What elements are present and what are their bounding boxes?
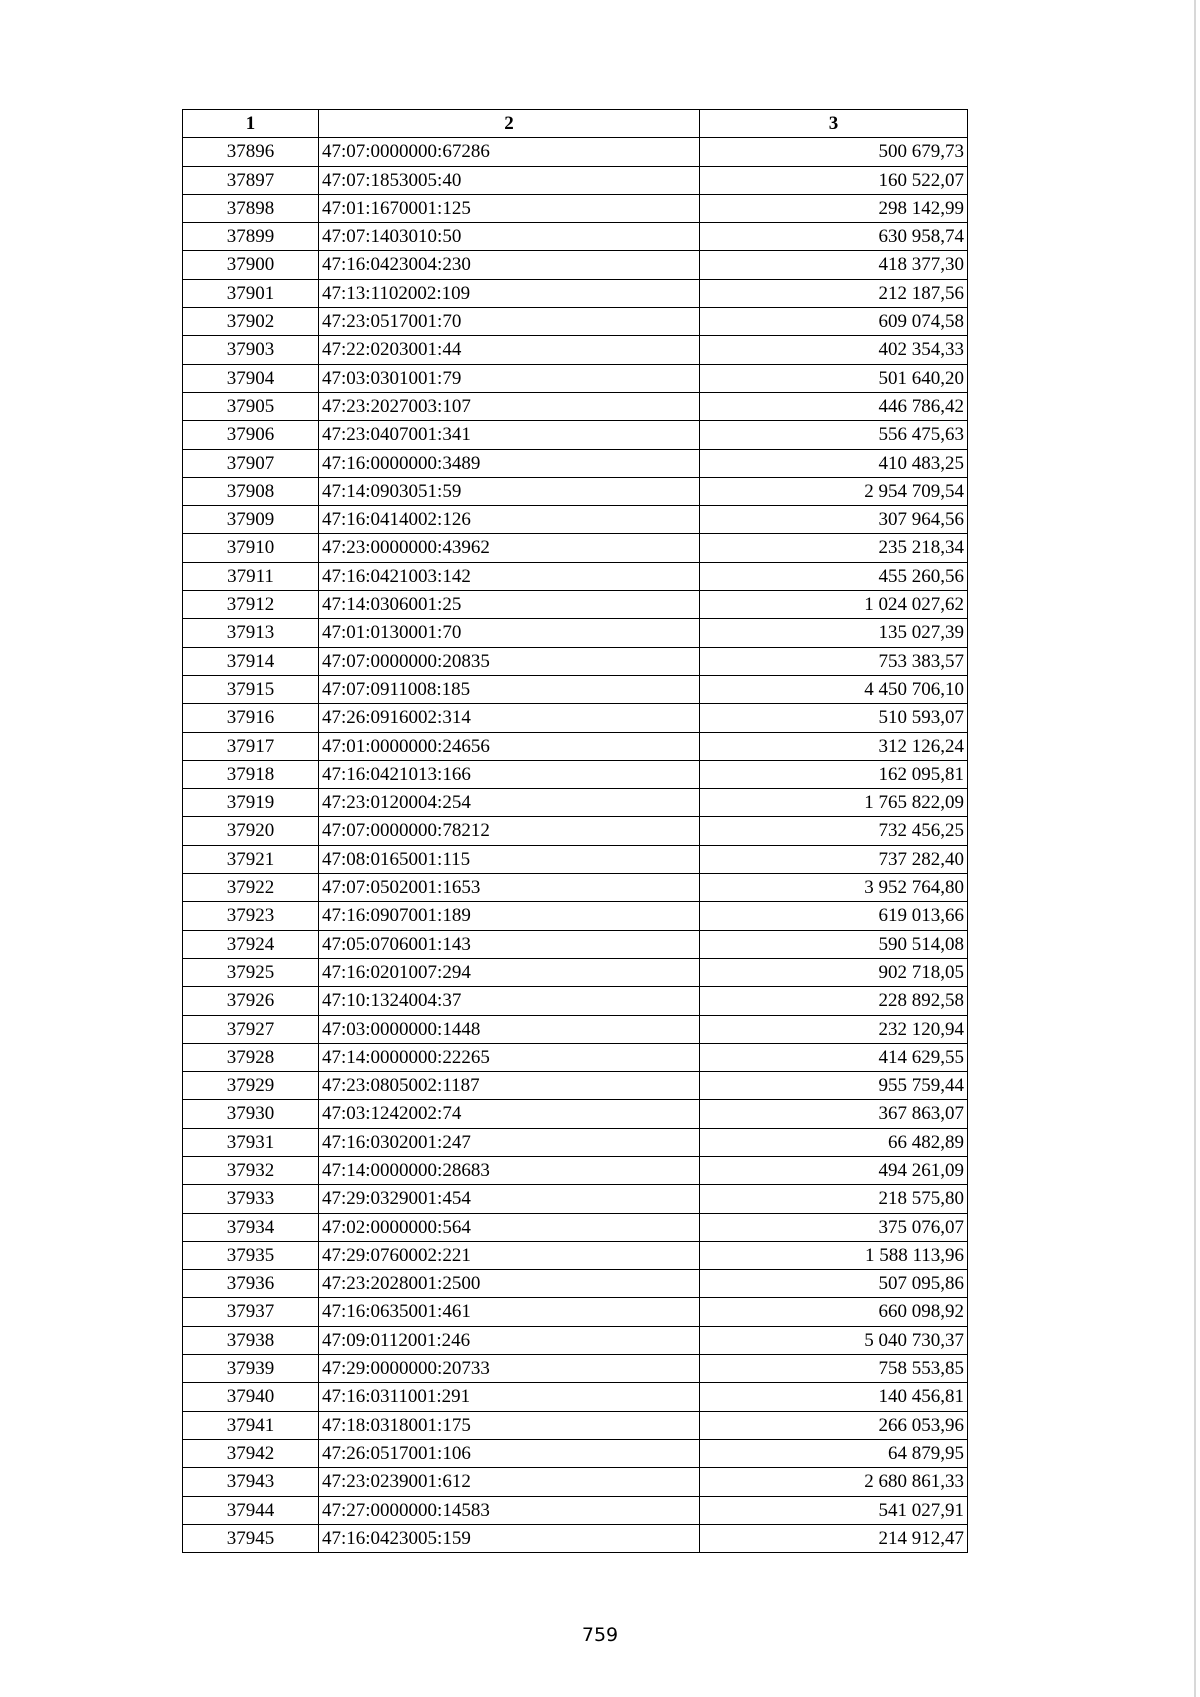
row-number-cell: 37937 (183, 1298, 319, 1326)
table-body (183, 138, 968, 1553)
value-cell: 494 261,09 (700, 1156, 968, 1184)
cadastral-number-cell: 47:14:0000000:28683 (319, 1156, 700, 1184)
table-row (183, 1043, 968, 1071)
row-number-cell: 37907 (183, 449, 319, 477)
table-row (183, 364, 968, 392)
cadastral-number-cell: 47:16:0302001:247 (319, 1128, 700, 1156)
cadastral-number-cell: 47:14:0306001:25 (319, 591, 700, 619)
table-row (183, 421, 968, 449)
row-number-cell: 37930 (183, 1100, 319, 1128)
cadastral-number-cell: 47:16:0635001:461 (319, 1298, 700, 1326)
cadastral-number-cell: 47:01:1670001:125 (319, 194, 700, 222)
value-cell: 402 354,33 (700, 336, 968, 364)
row-number-cell: 37935 (183, 1241, 319, 1269)
cadastral-number-cell: 47:09:0112001:246 (319, 1326, 700, 1354)
table-row (183, 1185, 968, 1213)
value-cell: 418 377,30 (700, 251, 968, 279)
row-number-cell: 37920 (183, 817, 319, 845)
row-number-cell: 37914 (183, 647, 319, 675)
table-row (183, 166, 968, 194)
cadastral-number-cell: 47:23:0517001:70 (319, 308, 700, 336)
table-row (183, 591, 968, 619)
cadastral-number-cell: 47:18:0318001:175 (319, 1411, 700, 1439)
table-row (183, 1524, 968, 1552)
cadastral-number-cell: 47:29:0760002:221 (319, 1241, 700, 1269)
row-number-cell: 37901 (183, 279, 319, 307)
row-number-cell: 37933 (183, 1185, 319, 1213)
cadastral-number-cell: 47:14:0903051:59 (319, 477, 700, 505)
value-cell: 737 282,40 (700, 845, 968, 873)
value-cell: 3 952 764,80 (700, 874, 968, 902)
value-cell: 298 142,99 (700, 194, 968, 222)
cadastral-number-cell: 47:23:0000000:43962 (319, 534, 700, 562)
table-row (183, 1241, 968, 1269)
value-cell: 162 095,81 (700, 760, 968, 788)
table-row (183, 619, 968, 647)
table-row (183, 987, 968, 1015)
value-cell: 1 024 027,62 (700, 591, 968, 619)
table-row (183, 1270, 968, 1298)
table-row (183, 1383, 968, 1411)
value-cell: 541 027,91 (700, 1496, 968, 1524)
table-row (183, 1496, 968, 1524)
table-row (183, 223, 968, 251)
cadastral-number-cell: 47:23:0407001:341 (319, 421, 700, 449)
row-number-cell: 37905 (183, 392, 319, 420)
cadastral-number-cell: 47:23:0120004:254 (319, 789, 700, 817)
value-cell: 590 514,08 (700, 930, 968, 958)
value-cell: 235 218,34 (700, 534, 968, 562)
row-number-cell: 37938 (183, 1326, 319, 1354)
row-number-cell: 37923 (183, 902, 319, 930)
cadastral-number-cell: 47:16:0201007:294 (319, 958, 700, 986)
value-cell: 955 759,44 (700, 1072, 968, 1100)
row-number-cell: 37916 (183, 704, 319, 732)
table-row (183, 449, 968, 477)
table-row (183, 930, 968, 958)
row-number-cell: 37941 (183, 1411, 319, 1439)
table-row (183, 845, 968, 873)
row-number-cell: 37898 (183, 194, 319, 222)
cadastral-number-cell: 47:26:0916002:314 (319, 704, 700, 732)
cadastral-number-cell: 47:01:0000000:24656 (319, 732, 700, 760)
row-number-cell: 37903 (183, 336, 319, 364)
value-cell: 510 593,07 (700, 704, 968, 732)
cadastral-number-cell: 47:02:0000000:564 (319, 1213, 700, 1241)
cadastral-number-cell: 47:23:2028001:2500 (319, 1270, 700, 1298)
value-cell: 228 892,58 (700, 987, 968, 1015)
row-number-cell: 37943 (183, 1468, 319, 1496)
value-cell: 609 074,58 (700, 308, 968, 336)
table-row (183, 562, 968, 590)
cadastral-number-cell: 47:29:0329001:454 (319, 1185, 700, 1213)
value-cell: 902 718,05 (700, 958, 968, 986)
table-row (183, 251, 968, 279)
header-row (183, 110, 968, 138)
cadastral-number-cell: 47:03:0301001:79 (319, 364, 700, 392)
value-cell: 446 786,42 (700, 392, 968, 420)
row-number-cell: 37897 (183, 166, 319, 194)
row-number-cell: 37899 (183, 223, 319, 251)
table-row (183, 1298, 968, 1326)
row-number-cell: 37900 (183, 251, 319, 279)
value-cell: 501 640,20 (700, 364, 968, 392)
page-edge (1194, 0, 1196, 1697)
column-header-1: 1 (183, 110, 319, 138)
value-cell: 619 013,66 (700, 902, 968, 930)
row-number-cell: 37928 (183, 1043, 319, 1071)
table-row (183, 138, 968, 166)
table-row (183, 534, 968, 562)
value-cell: 232 120,94 (700, 1015, 968, 1043)
row-number-cell: 37912 (183, 591, 319, 619)
row-number-cell: 37924 (183, 930, 319, 958)
cadastral-number-cell: 47:16:0423005:159 (319, 1524, 700, 1552)
value-cell: 507 095,86 (700, 1270, 968, 1298)
cadastral-number-cell: 47:07:0000000:78212 (319, 817, 700, 845)
row-number-cell: 37929 (183, 1072, 319, 1100)
row-number-cell: 37927 (183, 1015, 319, 1043)
value-cell: 140 456,81 (700, 1383, 968, 1411)
row-number-cell: 37944 (183, 1496, 319, 1524)
table-row (183, 506, 968, 534)
cadastral-number-cell: 47:16:0421003:142 (319, 562, 700, 590)
row-number-cell: 37904 (183, 364, 319, 392)
cadastral-number-cell: 47:08:0165001:115 (319, 845, 700, 873)
cadastral-number-cell: 47:05:0706001:143 (319, 930, 700, 958)
cadastral-number-cell: 47:23:0239001:612 (319, 1468, 700, 1496)
cadastral-number-cell: 47:27:0000000:14583 (319, 1496, 700, 1524)
cadastral-number-cell: 47:07:0911008:185 (319, 675, 700, 703)
cadastral-number-cell: 47:07:0000000:20835 (319, 647, 700, 675)
cadastral-number-cell: 47:07:0000000:67286 (319, 138, 700, 166)
table-row (183, 732, 968, 760)
cadastral-number-cell: 47:07:1853005:40 (319, 166, 700, 194)
column-header-2: 2 (319, 110, 700, 138)
table-row (183, 760, 968, 788)
cadastral-number-cell: 47:16:0311001:291 (319, 1383, 700, 1411)
value-cell: 1 765 822,09 (700, 789, 968, 817)
row-number-cell: 37934 (183, 1213, 319, 1241)
value-cell: 312 126,24 (700, 732, 968, 760)
value-cell: 758 553,85 (700, 1355, 968, 1383)
table-header (183, 110, 968, 138)
row-number-cell: 37910 (183, 534, 319, 562)
cadastral-number-cell: 47:16:0421013:166 (319, 760, 700, 788)
value-cell: 2 680 861,33 (700, 1468, 968, 1496)
table-row (183, 1213, 968, 1241)
cadastral-number-cell: 47:03:1242002:74 (319, 1100, 700, 1128)
row-number-cell: 37911 (183, 562, 319, 590)
row-number-cell: 37919 (183, 789, 319, 817)
cadastral-number-cell: 47:07:0502001:1653 (319, 874, 700, 902)
table-row (183, 336, 968, 364)
row-number-cell: 37909 (183, 506, 319, 534)
value-cell: 556 475,63 (700, 421, 968, 449)
cadastral-number-cell: 47:14:0000000:22265 (319, 1043, 700, 1071)
page-number: 759 (581, 1624, 619, 1646)
value-cell: 630 958,74 (700, 223, 968, 251)
table-row (183, 817, 968, 845)
value-cell: 266 053,96 (700, 1411, 968, 1439)
value-cell: 307 964,56 (700, 506, 968, 534)
value-cell: 1 588 113,96 (700, 1241, 968, 1269)
table-row (183, 279, 968, 307)
value-cell: 367 863,07 (700, 1100, 968, 1128)
table-row (183, 902, 968, 930)
table-row (183, 1156, 968, 1184)
value-cell: 64 879,95 (700, 1439, 968, 1467)
cadastral-number-cell: 47:22:0203001:44 (319, 336, 700, 364)
value-cell: 500 679,73 (700, 138, 968, 166)
table-row (183, 308, 968, 336)
table-row (183, 958, 968, 986)
cadastral-number-cell: 47:03:0000000:1448 (319, 1015, 700, 1043)
row-number-cell: 37896 (183, 138, 319, 166)
table-row (183, 194, 968, 222)
table-row (183, 392, 968, 420)
table-row (183, 1100, 968, 1128)
cadastral-number-cell: 47:16:0907001:189 (319, 902, 700, 930)
cadastral-number-cell: 47:16:0000000:3489 (319, 449, 700, 477)
row-number-cell: 37902 (183, 308, 319, 336)
value-cell: 753 383,57 (700, 647, 968, 675)
row-number-cell: 37925 (183, 958, 319, 986)
table-row (183, 704, 968, 732)
table-row (183, 477, 968, 505)
column-header-3: 3 (700, 110, 968, 138)
value-cell: 160 522,07 (700, 166, 968, 194)
row-number-cell: 37926 (183, 987, 319, 1015)
value-cell: 214 912,47 (700, 1524, 968, 1552)
table-row (183, 647, 968, 675)
value-cell: 455 260,56 (700, 562, 968, 590)
value-cell: 414 629,55 (700, 1043, 968, 1071)
row-number-cell: 37915 (183, 675, 319, 703)
value-cell: 212 187,56 (700, 279, 968, 307)
table-row (183, 1128, 968, 1156)
row-number-cell: 37921 (183, 845, 319, 873)
row-number-cell: 37939 (183, 1355, 319, 1383)
cadastral-number-cell: 47:23:2027003:107 (319, 392, 700, 420)
cadastral-number-cell: 47:26:0517001:106 (319, 1439, 700, 1467)
table-row (183, 1355, 968, 1383)
table-row (183, 1411, 968, 1439)
table-row (183, 675, 968, 703)
row-number-cell: 37931 (183, 1128, 319, 1156)
value-cell: 218 575,80 (700, 1185, 968, 1213)
value-cell: 4 450 706,10 (700, 675, 968, 703)
cadastral-number-cell: 47:10:1324004:37 (319, 987, 700, 1015)
value-cell: 410 483,25 (700, 449, 968, 477)
row-number-cell: 37942 (183, 1439, 319, 1467)
cadastral-number-cell: 47:13:1102002:109 (319, 279, 700, 307)
cadastral-number-cell: 47:16:0414002:126 (319, 506, 700, 534)
table-row (183, 1072, 968, 1100)
cadastral-number-cell: 47:29:0000000:20733 (319, 1355, 700, 1383)
cadastral-number-cell: 47:23:0805002:1187 (319, 1072, 700, 1100)
value-cell: 375 076,07 (700, 1213, 968, 1241)
value-cell: 660 098,92 (700, 1298, 968, 1326)
value-cell: 2 954 709,54 (700, 477, 968, 505)
row-number-cell: 37922 (183, 874, 319, 902)
cadastral-number-cell: 47:01:0130001:70 (319, 619, 700, 647)
value-cell: 5 040 730,37 (700, 1326, 968, 1354)
cadastral-number-cell: 47:07:1403010:50 (319, 223, 700, 251)
value-cell: 732 456,25 (700, 817, 968, 845)
row-number-cell: 37906 (183, 421, 319, 449)
row-number-cell: 37908 (183, 477, 319, 505)
row-number-cell: 37917 (183, 732, 319, 760)
row-number-cell: 37913 (183, 619, 319, 647)
row-number-cell: 37918 (183, 760, 319, 788)
table-row (183, 1015, 968, 1043)
table-row (183, 1439, 968, 1467)
row-number-cell: 37936 (183, 1270, 319, 1298)
row-number-cell: 37932 (183, 1156, 319, 1184)
table-row (183, 1468, 968, 1496)
value-cell: 66 482,89 (700, 1128, 968, 1156)
data-table (182, 109, 968, 1553)
row-number-cell: 37945 (183, 1524, 319, 1552)
value-cell: 135 027,39 (700, 619, 968, 647)
table-row (183, 1326, 968, 1354)
cadastral-number-cell: 47:16:0423004:230 (319, 251, 700, 279)
table-row (183, 874, 968, 902)
table-row (183, 789, 968, 817)
row-number-cell: 37940 (183, 1383, 319, 1411)
